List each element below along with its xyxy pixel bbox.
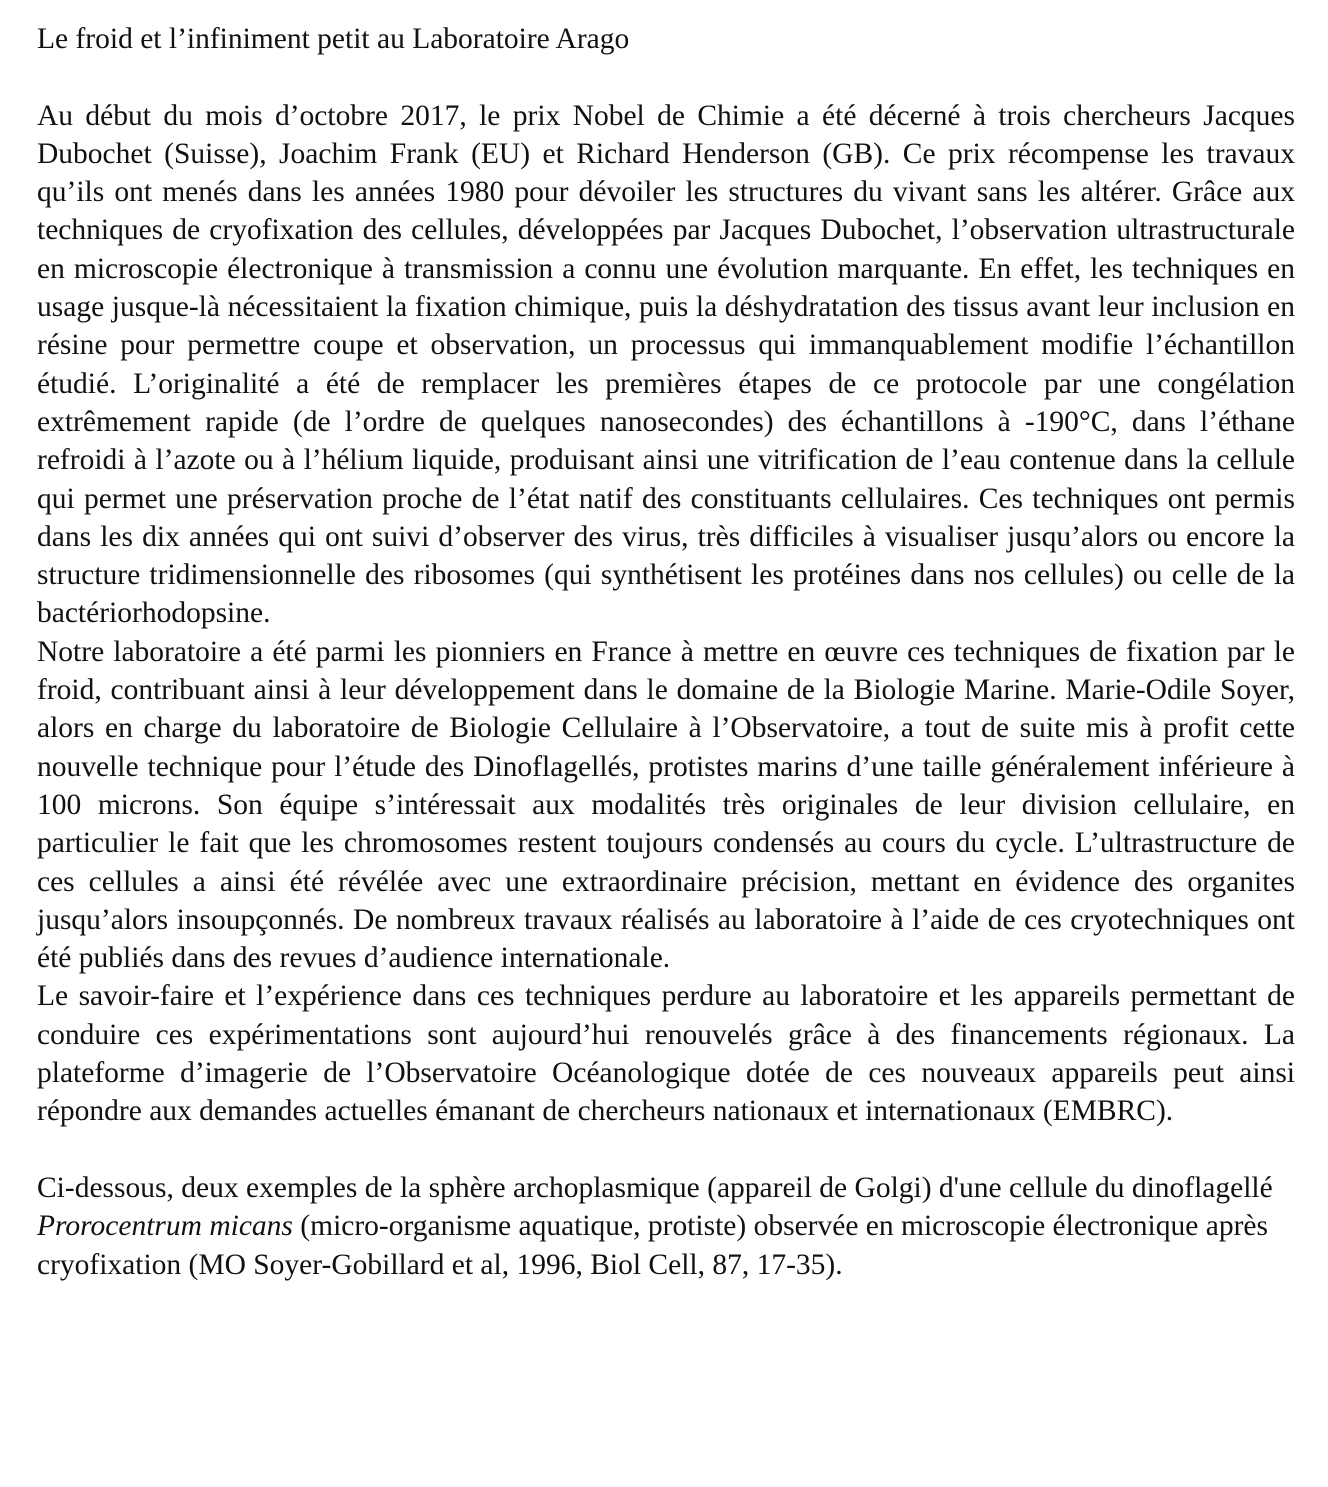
paragraph-platform: Le savoir-faire et l’expérience dans ces techniques perdure au laboratoire et les appareils permettant de conduire ces expérimentations sont aujourd’hui renouvelés grâce à des financements régionaux. La plateforme d’imagerie de l’Observatoire Océanologique dotée de ces nouveaux appareils peut ainsi répondre aux demandes actuelles émanant de chercheurs nationaux et internationaux (EMBRC).: [37, 980, 1295, 1128]
paragraph-laboratory-history: Notre laboratoire a été parmi les pionniers en France à mettre en œuvre ces techniques de fixation par le froid, contribuant ainsi à leur développement dans le domaine de la Biologie Marine. Marie-Odile Soyer, alors en charge du laboratoire de Biologie Cellulaire à l’Observatoire, a tout de suite mis à profit cette nouvelle technique pour l’étude des Dinoflagellés, protistes marins d’une taille généralement inférieure à 100 microns. Son équipe s’intéressait aux modalités très originales de leur division cellulaire, en particulier le fait que les chromosomes restent toujours condensés au cours du cycle. L’ultrastructure de ces cellules a ainsi été révélée avec une extraordinaire précision, mettant en évidence des organites jusqu’alors insoupçonnés. De nombreux travaux réalisés au laboratoire à l’aide de ces cryotechniques ont été publiés dans des revues d’audience internationale.: [37, 635, 1295, 975]
document-title: Le froid et l’infiniment petit au Laboratoire Arago: [37, 23, 630, 55]
species-name: Prorocentrum micans: [37, 1210, 293, 1243]
paragraph-nobel-prize: Au début du mois d’octobre 2017, le prix Nobel de Chimie a été décerné à trois chercheurs Jacques Dubochet (Suisse), Joachim Frank (EU) et Richard Henderson (GB). Ce prix récompense les travaux qu’ils ont menés dans les années 1980 pour dévoiler les structures du vivant sans les altérer. Grâce aux techniques de cryofixation des cellules, développées par Jacques Dubochet, l’observation ultrastructurale en microscopie électronique à transmission a connu une évolution marquante. En effet, les techniques en usage jusque-là nécessitaient la fixation chimique, puis la déshydratation des tissus avant leur inclusion en résine pour permettre coupe et observation, un processus qui immanquablement modifie l’échantillon étudié. L’originalité a été de remplacer les premières étapes de ce protocole par une congélation extrêmement rapide (de l’ordre de quelques nanosecondes) des échantillons à -190°C, dans l’éthane refroidi à l’azote ou à l’hélium liquide, produisant ainsi une vitrification de l’eau contenue dans la cellule qui permet une préservation proche de l’état natif des constituants cellulaires. Ces techniques ont permis dans les dix années qui ont suivi d’observer des virus, très difficiles à visualiser jusqu’alors ou encore la structure tridimensionnelle des ribosomes (qui synthétisent les protéines dans nos cellules) ou celle de la bactériorhodopsine.: [37, 99, 1295, 630]
document-page: [37, 20, 1295, 1284]
caption-text-end: (micro-organisme aquatique, protiste) observée en microscopie électronique après cryofixation (MO Soyer-Gobillard et al, 1996, Biol Cell, 87, 17-35).: [37, 1210, 1268, 1281]
figure-caption: [37, 1169, 1295, 1284]
caption-text-start: Ci-dessous, deux exemples de la sphère archoplasmique (appareil de Golgi) d'une cellule du dinoflagellé: [37, 1171, 1273, 1204]
spacer: [37, 1131, 1295, 1169]
spacer: [37, 58, 1295, 96]
